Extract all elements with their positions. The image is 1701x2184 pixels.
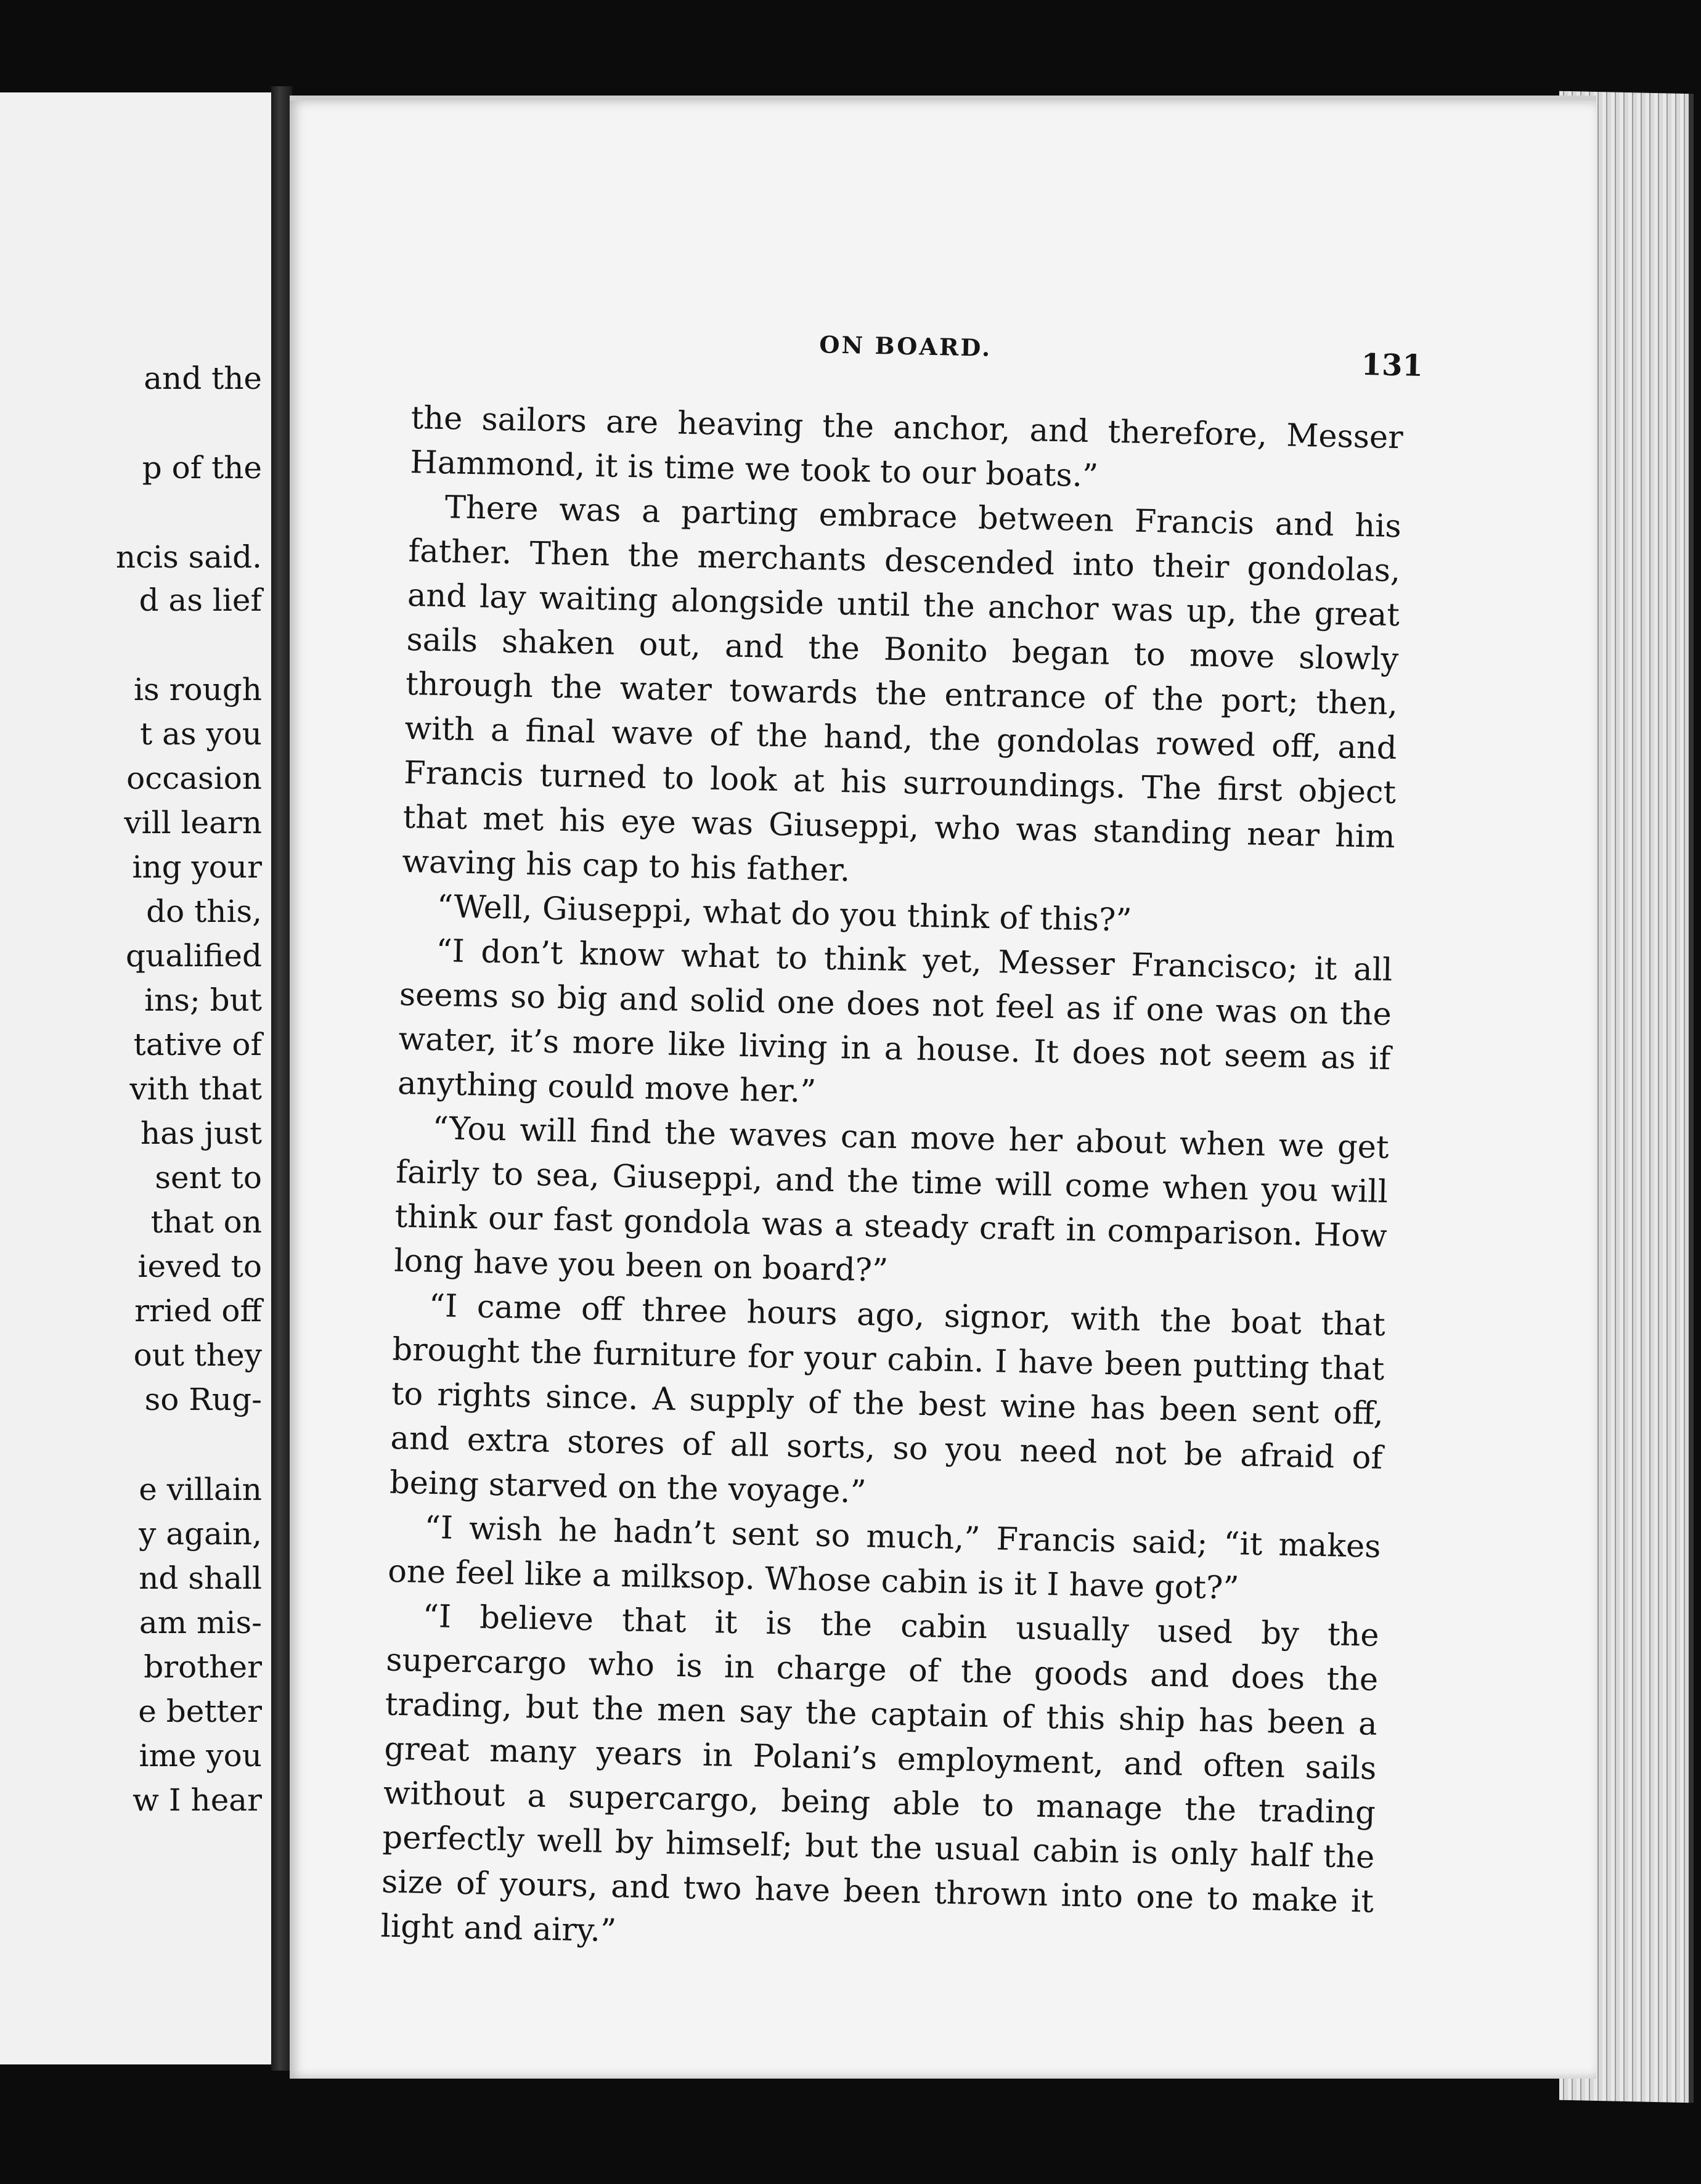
book-page <box>290 96 1596 2079</box>
paragraph: “I came off three hours ago, signor, with the boat that brought the furniture for your cabin. I have been putting that to rights since. A supply of the best wine has been sent off, and extra stores of all sorts, so you need not be afraid of being starved on the voyage.” <box>389 1287 1386 1511</box>
paragraph: the sailors are heaving the anchor, and therefore, Messer Hammond, it is time we took to our boats.” <box>409 399 1404 495</box>
book-spine <box>271 86 292 2071</box>
left-page-line: t as you <box>140 716 262 752</box>
left-page-line: do this, <box>146 894 262 929</box>
left-page-line: ing your <box>132 849 262 885</box>
left-page-line: nd shall <box>139 1560 262 1596</box>
left-page-line: e better <box>138 1693 262 1729</box>
left-page-line: w I hear <box>133 1782 262 1818</box>
left-page-line: ins; but <box>144 982 262 1018</box>
left-page-line: has just <box>140 1115 262 1151</box>
left-page-line: ime you <box>139 1738 262 1774</box>
left-page-line: out they <box>133 1337 262 1373</box>
page-number: 131 <box>1361 347 1424 383</box>
left-page-line: that on <box>150 1204 262 1240</box>
left-page-line: vill learn <box>124 805 262 841</box>
left-page-line: qualified <box>126 938 262 974</box>
left-page-line: vith that <box>129 1071 262 1107</box>
left-page-line: occasion <box>126 760 262 796</box>
left-page-line: d as lief <box>139 582 262 618</box>
left-page-line: p of the <box>142 450 262 486</box>
left-page-line: sent to <box>155 1160 262 1196</box>
paragraph: “I don’t know what to think yet, Messer Francisco; it all seems so big and solid one does not feel as if one was on the water, it’s more like living in a house. It does not seem as if anything could move her.” <box>397 932 1393 1110</box>
left-page-line: y again, <box>139 1516 262 1552</box>
paragraph: “Well, Giuseppi, what do you think of this?” <box>436 888 1132 939</box>
left-page-line: so Rug- <box>144 1382 262 1417</box>
left-page-line: tative of <box>133 1027 262 1062</box>
chapter-title: ON BOARD. <box>818 330 992 362</box>
paragraph: “You will find the waves can move her about when we get fairly to sea, Giuseppi, and the time will come when you will think our fast gondola was a steady craft in comparison. How long have you been on board?” <box>393 1110 1390 1289</box>
previous-page-fragment <box>0 92 287 2064</box>
left-page-line: rried off <box>134 1293 262 1329</box>
left-page-line: is rough <box>134 672 262 707</box>
left-page-line: am mis- <box>139 1605 262 1640</box>
page-content <box>380 322 1424 1969</box>
paragraph: “I believe that it is the cabin usually used by the supercargo who is in charge of the goods and does the trading, but the men say the captain of this ship has been a great many years in Polani’s employment, and often sails without a supercargo, being able to manage the trading perfectly well by himself; but the usual cabin is only half the size of yours, and two have been thrown into one to make it light and airy.” <box>380 1598 1380 1950</box>
left-page-line: and the <box>144 361 262 396</box>
left-page-line: ieved to <box>137 1249 262 1284</box>
paragraph: There was a parting embrace between Francis and his father. Then the merchants descended into their gondolas, and lay waiting alongside until the anchor was up, the great sails shaken out, and the Bonito began to move slowly through the water towards the entrance of the port; then, with a final wave of the hand, the gondolas rowed off, and Francis turned to look at his surroundings. The first object that met his eye was Giuseppi, who was standing near him waving his cap to his father. <box>401 489 1402 889</box>
left-page-line: e villain <box>139 1472 262 1507</box>
left-page-line: ncis said. <box>115 539 262 575</box>
paragraph: “I wish he hadn’t sent so much,” Francis said; “it makes one feel like a milksop. Whose cabin is it I have got?” <box>387 1509 1382 1607</box>
left-page-line: brother <box>144 1649 262 1685</box>
